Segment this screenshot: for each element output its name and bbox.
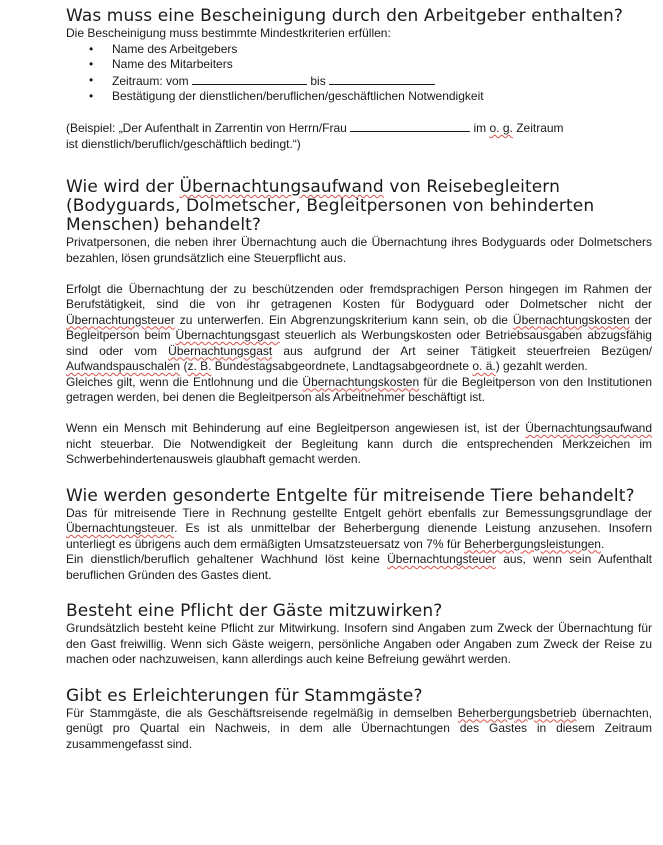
list-item-zeitraum: • Zeitraum: vom bis bbox=[66, 73, 652, 90]
paragraph: Für Stammgäste, die als Geschäftsreisende regelmäßig in demselben Beherbergungsbetrieb übernachten, genügt pro Quartal ein Nachweis, in dem alle Übernachtungen des Gastes in diesem Zeitraum zusammengefasst sind. bbox=[66, 705, 652, 751]
paragraph: Erfolgt die Übernachtung der zu beschützenden oder fremdsprachigen Person hingegen im Rahmen der Berufstätigkeit, sind die von ihr getragenen Kosten für Bodyguard oder Dolmetscher nicht der Übernachtungsteuer zu unterwerfen. Ein Abgrenzungskriterium kann sein, ob die Übernachtungskosten der Begleitperson beim Übernachtungsgast steuerlich als Werbungskosten oder Betriebsausgaben abzugsfähig sind oder vom Übernachtungsgast aus aufgrund der Art seiner Tätigkeit steuerfreien Bezügen/ Aufwandspauschalen (z. B. Bundestagsabgeordnete, Landtagsabgeordnete o. ä.) gezahlt werden. bbox=[66, 281, 653, 373]
criteria-list bbox=[66, 42, 652, 105]
section-heading-tiere: Wie werden gesonderte Entgelte für mitreisende Tiere behandelt? bbox=[66, 485, 635, 506]
list-item: • Bestätigung der dienstlichen/beruflichen/geschäftlichen Notwendigkeit bbox=[89, 89, 484, 103]
section-heading-stammgaeste: Gibt es Erleichterungen für Stammgäste? bbox=[66, 685, 423, 706]
section-heading-reisebegleiter: Wie wird der Übernachtungsaufwand von Reisebegleitern (Bodyguards, Dolmetscher, Begleitpersonen von behinderten Menschen) behandelt? bbox=[66, 177, 595, 235]
paragraph: Wenn ein Mensch mit Behinderung auf eine Begleitperson angewiesen ist, ist der Übernachtungsaufwand nicht steuerbar. Die Notwendigkeit der Begleitung kann durch die entsprechenden Merkzeichen im Schwerbehindertenausweis glaubhaft gemacht werden. bbox=[66, 421, 652, 466]
blank-line-to bbox=[329, 73, 435, 85]
section-intro: Die Bescheinigung muss bestimmte Mindestkriterien erfüllen: bbox=[66, 26, 391, 40]
list-item: • Name des Mitarbeiters bbox=[89, 57, 233, 71]
section-heading-bescheinigung: Was muss eine Bescheinigung durch den Arbeitgeber enthalten? bbox=[66, 6, 624, 26]
example-text: (Beispiel: „Der Aufenthalt in Zarrentin von Herrn/Frau im o. g. Zeitraum ist dienstlich/beruflich/geschäftlich bedingt.“) bbox=[66, 121, 564, 151]
paragraph: Grundsätzlich besteht keine Pflicht zur Mitwirkung. Insofern sind Angaben zum Zweck der Übernachtung für den Gast freiwillig. Wenn sich Gäste weigern, persönliche Angaben oder Angaben zum Zweck der Reise zu machen oder nachzuweisen, kann allerdings auch keine Befreiung gewährt werden. bbox=[66, 621, 652, 666]
bullet-icon: • bbox=[89, 41, 94, 56]
bullet-icon: • bbox=[89, 72, 94, 87]
bullet-icon: • bbox=[89, 89, 94, 103]
blank-line-from bbox=[192, 73, 307, 85]
section-heading-mitwirkung: Besteht eine Pflicht der Gäste mitzuwirken? bbox=[66, 601, 443, 621]
paragraph: Gleiches gilt, wenn die Entlohnung und die Übernachtungskosten für die Begleitperson von den Institutionen getragen werden, bei denen die Begleitperson als Arbeitnehmer beschäftigt ist. bbox=[66, 374, 652, 404]
bullet-icon: • bbox=[89, 57, 94, 71]
blank-line-name bbox=[350, 120, 470, 132]
paragraph: Privatpersonen, die neben ihrer Übernachtung auch die Übernachtung ihres Bodyguards oder Dolmetschers bezahlen, lösen grundsätzlich eine Steuerpflicht aus. bbox=[66, 235, 652, 265]
paragraph: Das für mitreisende Tiere in Rechnung gestellte Entgelt gehört ebenfalls zur Bemessungsgrundlage der Übernachtungsteuer. Es ist als unmittelbar der Beherbergung dienende Leistung anzusehen. Insofern unterliegt es übrigens auch dem ermäßigten Umsatzsteuersatz von 7% für Beherbergungsleistungen. bbox=[66, 505, 652, 551]
paragraph: Ein dienstlich/beruflich gehaltener Wachhund löst keine Übernachtungsteuer aus, wenn sein Aufenthalt beruflichen Gründen des Gastes dient. bbox=[66, 552, 652, 582]
list-item: • Name des Arbeitgebers bbox=[89, 41, 238, 56]
